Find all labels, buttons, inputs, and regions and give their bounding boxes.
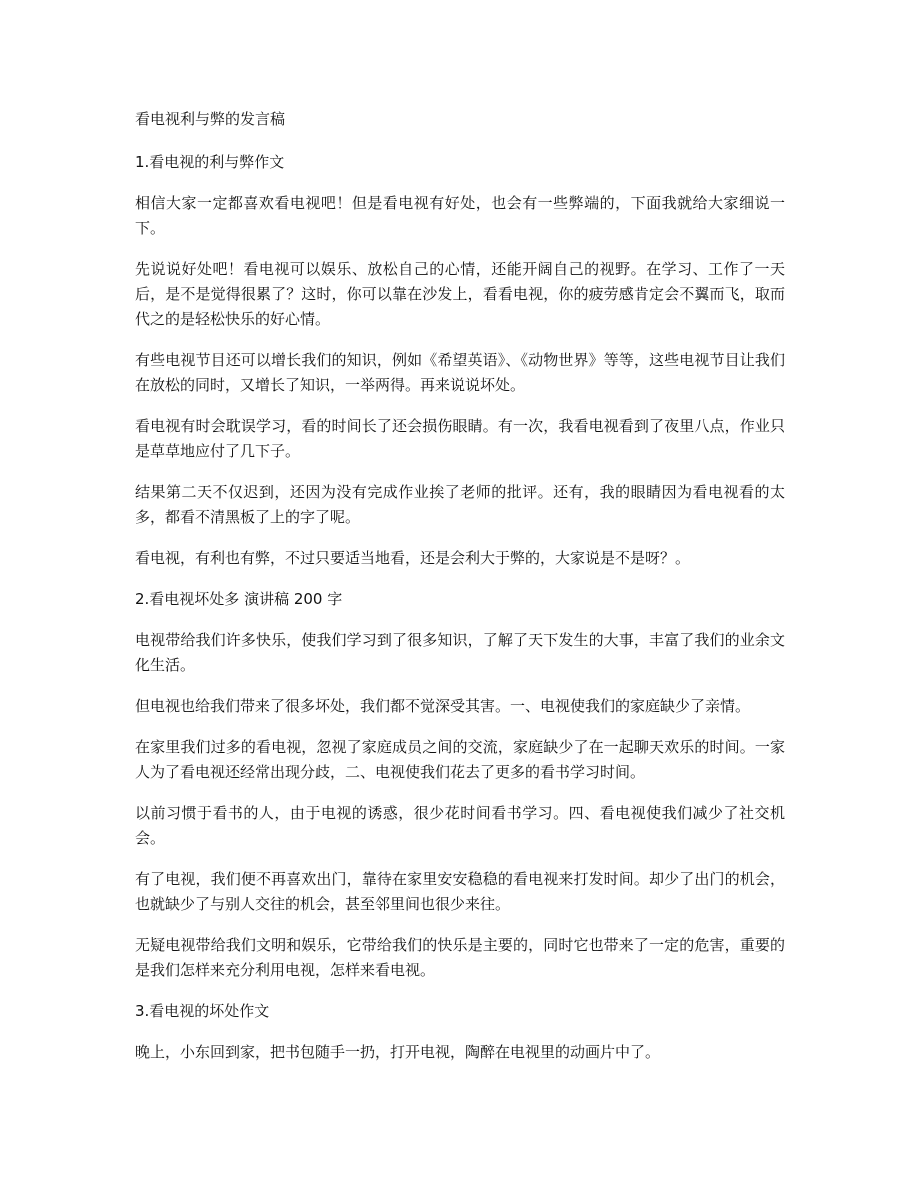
document-title: 看电视利与弊的发言稿 [135, 110, 286, 128]
section-1-paragraph: 相信大家一定都喜欢看电视吧！但是看电视有好处，也会有一些弊端的，下面我就给大家细说一下。 [135, 194, 785, 237]
section-1-paragraph: 结果第二天不仅迟到，还因为没有完成作业挨了老师的批评。还有，我的眼睛因为看电视看的太多，都看不清黑板了上的字了呢。 [135, 483, 785, 526]
section-2-paragraph: 但电视也给我们带来了很多坏处，我们都不觉深受其害。一、电视使我们的家庭缺少了亲情。 [135, 697, 751, 715]
section-3-paragraph: 晚上，小东回到家，把书包随手一扔，打开电视，陶醉在电视里的动画片中了。 [135, 1043, 661, 1061]
section-1-paragraph: 看电视有时会耽误学习，看的时间长了还会损伤眼睛。有一次，我看电视看到了夜里八点，作业只是草草地应付了几下子。 [135, 417, 785, 460]
document-page [135, 107, 785, 1081]
section-2-paragraph: 在家里我们过多的看电视，忽视了家庭成员之间的交流，家庭缺少了在一起聊天欢乐的时间。一家人为了看电视还经常出现分歧，二、电视使我们花去了更多的看书学习时间。 [135, 738, 785, 781]
section-1-paragraph: 有些电视节目还可以增长我们的知识，例如《希望英语》、《动物世界》等等，这些电视节目让我们在放松的同时，又增长了知识，一举两得。再来说说坏处。 [135, 351, 785, 394]
section-1-paragraph: 看电视，有利也有弊，不过只要适当地看，还是会利大于弊的，大家说是不是呀？。 [135, 549, 691, 567]
section-3-heading: 3.看电视的坏处作文 [135, 1002, 270, 1020]
section-1-paragraph: 先说说好处吧！看电视可以娱乐、放松自己的心情，还能开阔自己的视野。在学习、工作了一天后，是不是觉得很累了？这时，你可以靠在沙发上，看看电视，你的疲劳感肯定会不翼而飞，取而代之的是轻松快乐的好心情。 [135, 260, 785, 328]
section-2-paragraph: 无疑电视带给我们文明和娱乐，它带给我们的快乐是主要的，同时它也带来了一定的危害，重要的是我们怎样来充分利用电视，怎样来看电视。 [135, 936, 785, 979]
section-2-paragraph: 电视带给我们许多快乐，使我们学习到了很多知识，了解了天下发生的大事，丰富了我们的业余文化生活。 [135, 631, 785, 674]
section-1-heading: 1.看电视的利与弊作文 [135, 153, 285, 171]
section-2-paragraph: 有了电视，我们便不再喜欢出门，靠待在家里安安稳稳的看电视来打发时间。却少了出门的机会，也就缺少了与别人交往的机会，甚至邻里间也很少来往。 [135, 870, 785, 913]
section-2-paragraph: 以前习惯于看书的人，由于电视的诱惑，很少花时间看书学习。四、看电视使我们减少了社交机会。 [135, 804, 785, 847]
section-2-heading: 2.看电视坏处多 演讲稿 200 字 [135, 590, 343, 608]
